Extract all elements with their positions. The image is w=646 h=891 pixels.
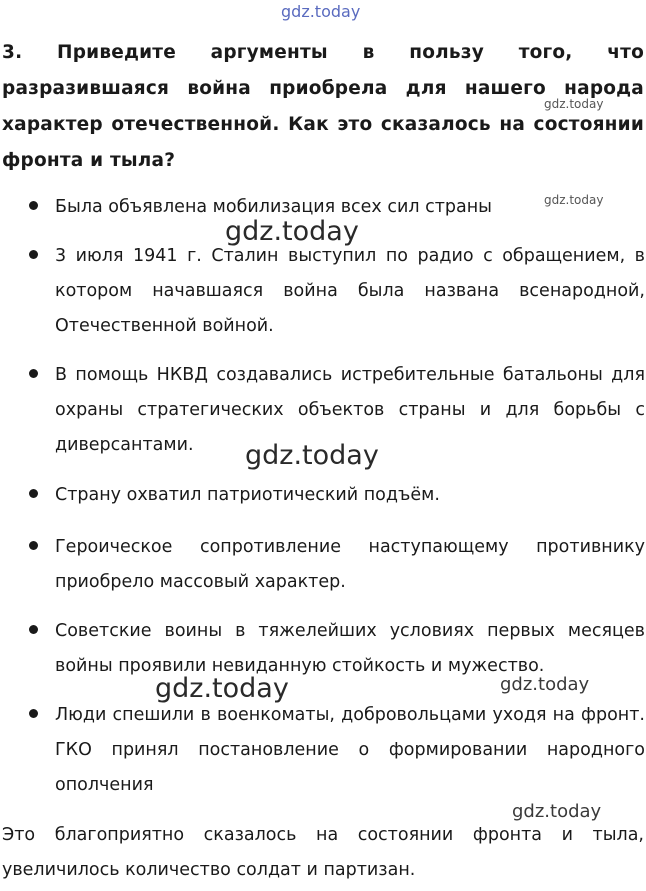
bullet-marker <box>29 489 38 498</box>
list-item-text: Советские воины в тяжелейших условиях первых месяцев войны проявили невиданную стойкость и мужество. <box>55 621 645 676</box>
watermark-small-1: gdz.today <box>544 97 604 111</box>
watermark-large-2: gdz.today <box>245 440 379 471</box>
bullet-marker <box>29 201 38 210</box>
watermark-mid-2: gdz.today <box>512 801 602 822</box>
bullet-marker <box>29 709 38 718</box>
bullet-marker <box>29 250 38 259</box>
conclusion-text: Это благоприятно сказалось на состоянии фронта и тыла, увеличилось количество солдат и партизан. <box>2 825 644 880</box>
list-item-text: 3 июля 1941 г. Сталин выступил по радио с обращением, в котором начавшаяся война была названа всенародной, Отечественной войной. <box>55 246 645 336</box>
list-item-text: Страну охватил патриотический подъём. <box>55 485 440 505</box>
question-text: 3. Приведите аргументы в пользу того, что разразившаяся война приобрела для нашего народа характер отечественной. Как это сказалось на состоянии фронта и тыла? <box>2 42 644 171</box>
watermark-top: gdz.today <box>281 2 361 21</box>
list-item-text: Люди спешили в военкоматы, добровольцами уходя на фронт. ГКО принял постановление о формировании народного ополчения <box>55 705 645 795</box>
bullet-marker <box>29 369 38 378</box>
watermark-large-1: gdz.today <box>225 216 359 247</box>
watermark-small-2: gdz.today <box>544 193 604 207</box>
list-item-text: Была объявлена мобилизация всех сил страны <box>55 197 492 217</box>
bullet-marker <box>29 541 38 550</box>
watermark-mid-1: gdz.today <box>500 674 590 695</box>
watermark-large-3: gdz.today <box>155 673 289 704</box>
list-item-text: В помощь НКВД создавались истребительные батальоны для охраны стратегических объектов страны и для борьбы с диверсантами. <box>55 365 645 455</box>
bullet-marker <box>29 625 38 634</box>
list-item-text: Героическое сопротивление наступающему противнику приобрело массовый характер. <box>55 537 645 592</box>
